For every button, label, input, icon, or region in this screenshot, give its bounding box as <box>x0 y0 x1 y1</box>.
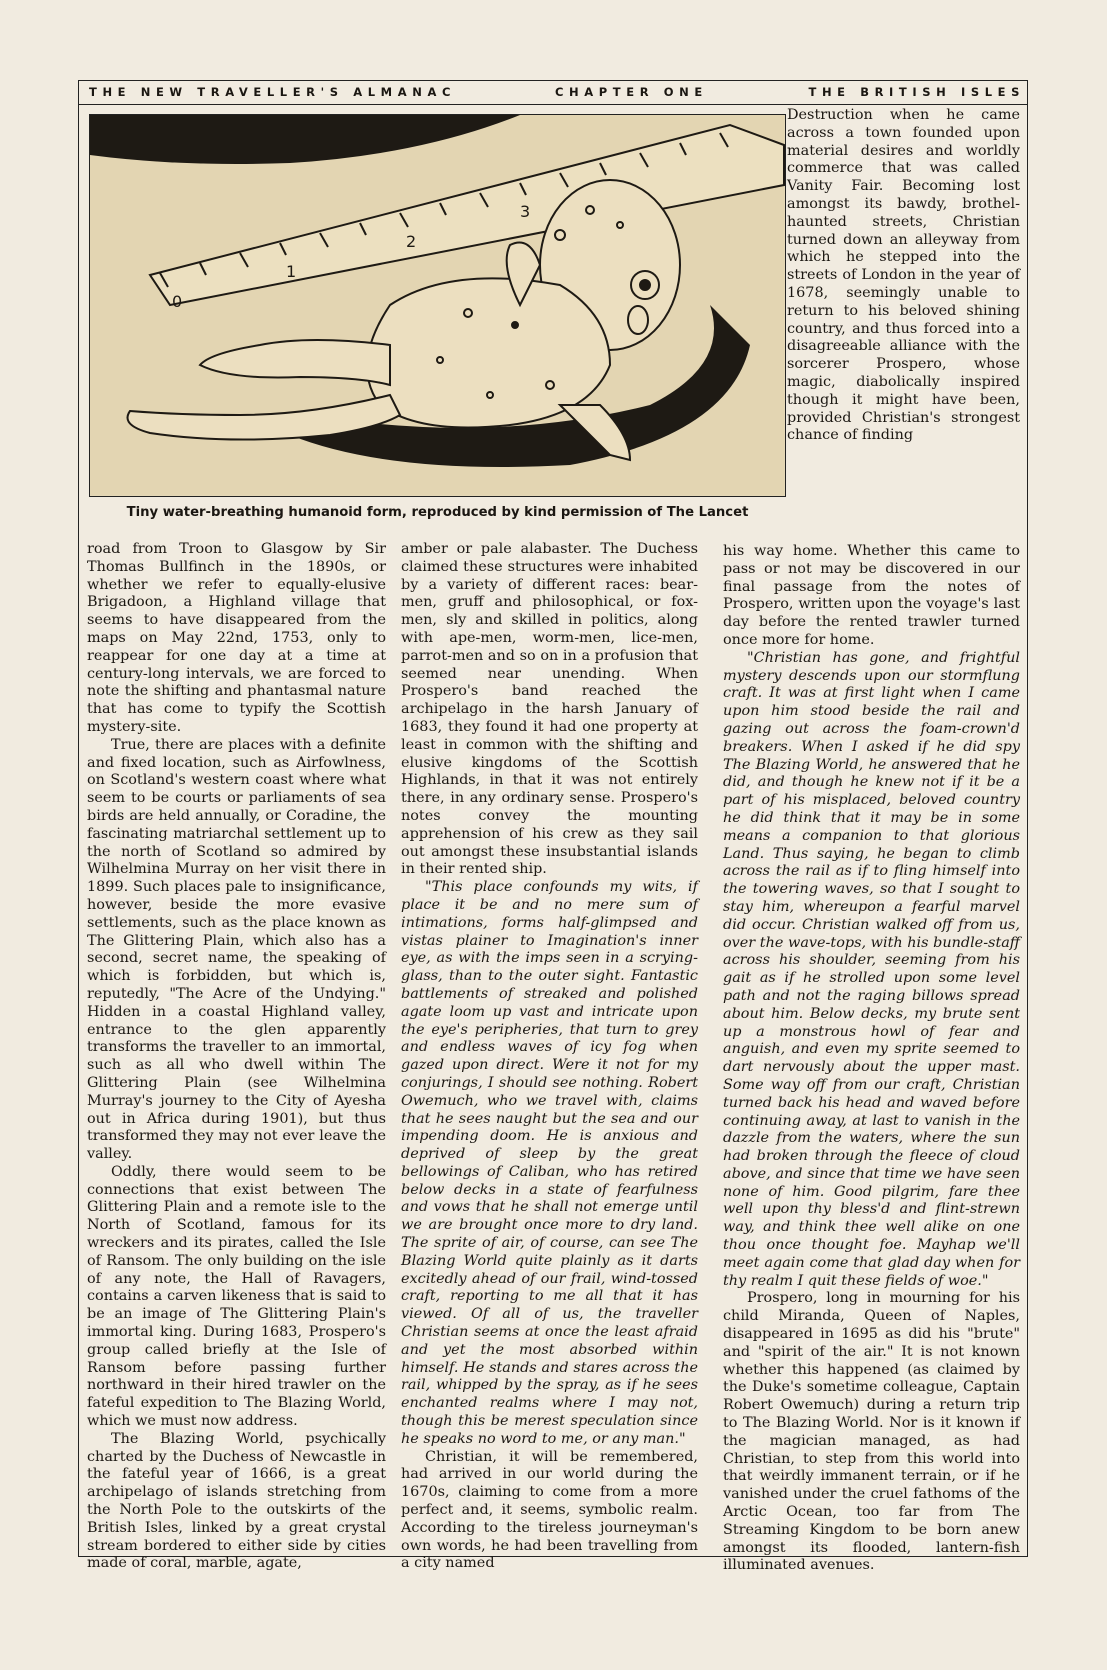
quotation: "This place confounds my wits, if place it be and no mere sum of intimations, forms half-glimpsed and vistas plainer to Imagination's inner eye, as with the imps seen in a scrying-glass, than to the outer sight. Fantastic battlements of streaked and polished agate loom up vast and intricate upon the eye's peripheries, that turn to grey and endless waves of icy fog when gazed upon direct. Were it not for my conjurings, I should see nothing. Robert Owemuch, who we travel with, claims that he sees naught but the sea and our impending doom. He is anxious and deprived of sleep by the great bellowings of Caliban, who has retired below decks in a state of fearfulness and vows that he shall not emerge until we are brought once more to dry land. The sprite of air, of course, can see The Blazing World quite plainly as it darts excitedly ahead of our frail, wind-tossed craft, reporting to me all that it has viewed. Of all of us, the traveller Christian seems at once the least afraid and yet the most absorbed within himself. He stands and stares across the rail, whipped by the spray, as if he sees enchanted realms where I may not, though this be merest speculation since he speaks no word to me, or any man." <box>401 879 698 1447</box>
paragraph: road from Troon to Glasgow by Sir Thomas Bullfinch in the 1890s, or whether we refer to equally-elusive Brigadoon, a Highland village that seems to have disappeared from the maps on May 22nd, 1753, only to reappear for one day at a time at century-long intervals, we are forced to note the shifting and phantasmal nature that has come to typify the Scottish mystery-site. <box>87 541 386 735</box>
ruler-mark: 1 <box>286 262 297 281</box>
paragraph: Destruction when he came across a town founded upon material desires and worldly commerce that was called Vanity Fair. Becoming lost amongst its bawdy, brothel-haunted streets, Christian turned down an alleyway from which he stepped into the streets of London in the year of 1678, seemingly unable to return to his beloved shining country, and thus forced into a disagreeable alliance with the sorcerer Prospero, whose magic, diabolically inspired though it might have been, provided Christian's strongest chance of finding <box>787 107 1020 444</box>
ruler-mark: 2 <box>406 232 417 251</box>
paragraph: his way home. Whether this came to pass or not may be discovered in our final passage from the notes of Prospero, written upon the voyage's last day before the rented trawler turned once more for home. <box>723 543 1020 648</box>
illustration-humanoid <box>89 114 786 497</box>
paragraph: Oddly, there would seem to be connections that exist between The Glittering Plain and a remote isle to the North of Scotland, famous for its wreckers and its pirates, called the Isle of Ransom. The only building on the isle of any note, the Hall of Ravagers, contains a carven likeness that is said to be an image of The Glittering Plain's immortal king. During 1683, Prospero's group called briefly at the Isle of Ransom before passing further northward in their hired trawler on the fateful expedition to The Blazing World, which we must now address. <box>87 1163 386 1430</box>
figure-caption: Tiny water-breathing humanoid form, reproduced by kind permission of The Lancet <box>126 505 749 520</box>
header-section: THE BRITISH ISLES <box>808 85 1025 99</box>
column-2 <box>401 541 698 1573</box>
column-3-top <box>787 107 1020 445</box>
running-header <box>79 81 1027 105</box>
almanac-page <box>78 80 1028 1574</box>
paragraph: True, there are places with a definite and fixed location, such as Airfowlness, on Scotland's western coast where what seem to be courts or parliaments of sea birds are held annually, or Coradine, the fascinating matriarchal settlement up to the north of Scotland so admired by Wilhelmina Murray on her visit there in 1899. Such places pale to insignificance, however, beside the more evasive settlements, such as the place known as The Glittering Plain, which also has a second, secret name, the speaking of which is forbidden, but which is, reputedly, "The Acre of the Undying." Hidden in a coastal Highland valley, entrance to the glen apparently transforms the traveller to an immortal, such as all who dwell within The Glittering Plain (see Wilhelmina Murray's journey to the City of Ayesha out in Africa during 1901), but thus transformed they may not ever leave the valley. <box>87 736 386 1163</box>
header-book-title: THE NEW TRAVELLER'S ALMANAC <box>89 85 456 99</box>
column-1 <box>87 541 386 1573</box>
ruler-mark: 3 <box>520 202 531 221</box>
paragraph: Prospero, long in mourning for his child Miranda, Queen of Naples, disappeared in 1695 as did his "brute" and "spirit of the air." It is not known whether this happened (as claimed by the Duke's sometime colleague, Captain Robert Owemuch) during a return trip to The Blazing World. Nor is it known if the magician managed, as had Christian, to step from this world into that weirdly immanent terrain, or if he vanished under the cruel fathoms of the Arctic Ocean, too far from The Streaming Kingdom to be born anew amongst its flooded, lantern-fish illuminated avenues. <box>723 1290 1020 1574</box>
paragraph: amber or pale alabaster. The Duchess claimed these structures were inhabited by a variety of different races: bear-men, gruff and philosophical, or fox-men, sly and skilled in politics, along with ape-men, worm-men, lice-men, parrot-men and so on in a profusion that seemed near unending. When Prospero's band reached the archipelago in the harsh January of 1683, they found it had one property at least in common with the shifting and elusive kingdoms of the Scottish Highlands, in that it was not entirely there, in any ordinary sense. Prospero's notes convey the mounting apprehension of his crew as they sail out amongst these insubstantial islands in their rented ship. <box>401 541 698 878</box>
quotation: "Christian has gone, and frightful mystery descends upon our stormflung craft. It was at first light when I came upon him stood beside the rail and gazing out across the foam-crown'd breakers. When I asked if he did spy The Blazing World, he answered that he did, and though he knew not if it be a part of his misplaced, beloved country he did think that it may be in some means a companion to that glorious Land. Thus saying, he began to climb across the rail as if to fling himself into the towering waves, so that I sought to stay him, whereupon a fearful marvel did occur. Christian walked off from us, over the wave-tops, with his bundle-staff across his shoulder, seeming from his gait as if he strolled upon some level path and not the raging billows spread about him. Below decks, my brute sent up a monstrous howl of fear and anguish, and even my sprite seemed to dart nervously about the upper mast. Some way off from our craft, Christian turned back his head and waved before continuing away, at last to vanish in the dazzle from the waters, where the sun had broken through the fleece of cloud above, and since that time we have seen none of him. Good pilgrim, fare thee well upon thy bless'd and flint-strewn way, and think thee well alike on one thou once thought foe. Mayhap we'll meet again come that glad day when for thy realm I quit these fields of woe." <box>723 649 1020 1289</box>
paragraph: The Blazing World, psychically charted by the Duchess of Newcastle in the fateful year of 1666, is a great archipelago of islands stretching from the North Pole to the outskirts of the British Isles, linked by a great crystal stream bordered to either side by cities made of coral, marble, agate, <box>87 1430 386 1572</box>
header-chapter: CHAPTER ONE <box>555 85 708 99</box>
paragraph: Christian, it will be remembered, had arrived in our world during the 1670s, claiming to come from a more perfect and, it seems, symbolic realm. According to the tireless journeyman's own words, he had been travelling from a city named <box>401 1448 698 1572</box>
column-3 <box>723 543 1020 1575</box>
ruler-mark: 0 <box>172 292 183 311</box>
